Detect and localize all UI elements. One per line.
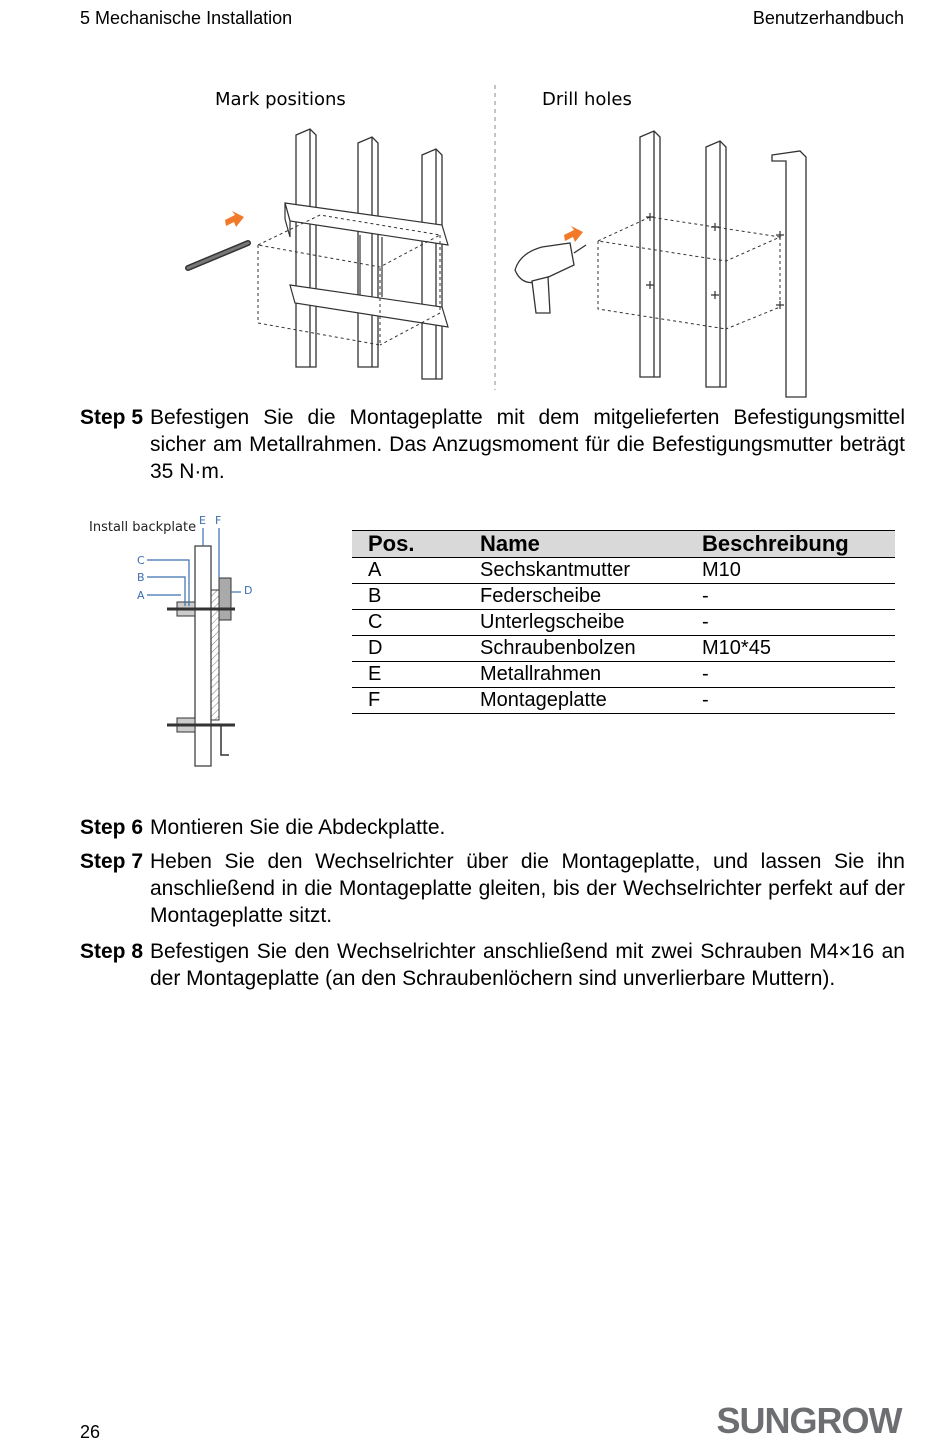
logo-text: SUNGROW (716, 1402, 902, 1438)
mark-positions-caption: Mark positions (215, 89, 346, 110)
manual-title: Benutzerhandbuch (752, 8, 904, 28)
step-text: Befestigen Sie den Wechselrichter anschließend mit zwei Schrauben M4×16 an der Montageplatte (an den Schraubenlöchern sind unverlierbare Muttern). (150, 940, 905, 990)
step-label: Step 8 (80, 940, 144, 963)
step-5 (80, 404, 905, 485)
table-row (352, 558, 895, 584)
install-backplate-caption: Install backplate (89, 520, 197, 535)
table-cell: D (352, 636, 464, 662)
step-label: Step 5 (80, 406, 144, 429)
arrow-icon (225, 211, 244, 227)
mounting-figure (170, 85, 820, 405)
arrow-icon (564, 226, 583, 242)
table-cell: Sechskantmutter (464, 558, 686, 584)
label-c: C (137, 554, 145, 567)
table-cell: B (352, 584, 464, 610)
backplate-section-illustration (85, 510, 265, 775)
table-cell: - (686, 610, 895, 636)
label-b: B (137, 571, 145, 584)
mounting-illustration (170, 85, 820, 405)
label-e: E (199, 514, 206, 527)
step-7 (80, 848, 905, 929)
step-label: Step 7 (80, 850, 144, 873)
step-text: Montieren Sie die Abdeckplatte. (150, 816, 446, 839)
drill-holes-caption: Drill holes (542, 89, 632, 110)
column-header: Name (464, 531, 686, 558)
install-backplate-figure (85, 510, 265, 775)
step-label: Step 6 (80, 816, 144, 839)
table-cell: E (352, 662, 464, 688)
table-cell: Montageplatte (464, 688, 686, 714)
page-number: 26 (80, 1422, 101, 1442)
table-cell: Unterlegscheibe (464, 610, 686, 636)
sungrow-logo (714, 1402, 904, 1438)
table-cell: - (686, 688, 895, 714)
table-header-row (352, 531, 895, 558)
step-text: Heben Sie den Wechselrichter über die Montageplatte, und lassen Sie ihn anschließend in die Montageplatte gleiten, bis der Wechselrichter perfekt auf der Montageplatte sitzt. (150, 850, 905, 927)
label-d: D (244, 584, 253, 597)
column-header: Pos. (352, 531, 464, 558)
column-header: Beschreibung (686, 531, 895, 558)
table-cell: - (686, 662, 895, 688)
parts-table (352, 530, 895, 714)
table-row (352, 610, 895, 636)
chapter-title: 5 Mechanische Installation (80, 8, 293, 28)
step-6 (80, 814, 905, 841)
table-cell: Federscheibe (464, 584, 686, 610)
table-cell: C (352, 610, 464, 636)
table-cell: Schraubenbolzen (464, 636, 686, 662)
table-row (352, 662, 895, 688)
label-a: A (137, 589, 145, 602)
table-cell: F (352, 688, 464, 714)
table-cell: - (686, 584, 895, 610)
table-cell: A (352, 558, 464, 584)
table-cell: Metallrahmen (464, 662, 686, 688)
table-row (352, 688, 895, 714)
label-f: F (215, 514, 222, 527)
step-8 (80, 938, 905, 992)
table-cell: M10 (686, 558, 895, 584)
table-row (352, 636, 895, 662)
table-row (352, 584, 895, 610)
table-cell: M10*45 (686, 636, 895, 662)
step-text: Befestigen Sie die Montageplatte mit dem mitgelieferten Befestigungsmittel sicher am Metallrahmen. Das Anzugsmoment für die Befestigungsmutter beträgt 35 N·m. (150, 406, 905, 483)
